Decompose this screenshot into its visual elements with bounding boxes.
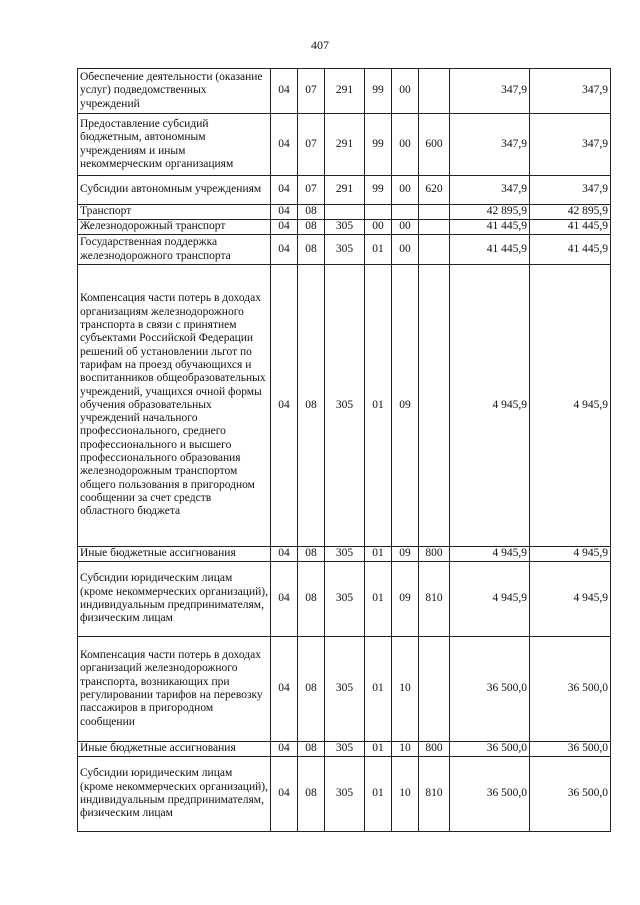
- cell-name: Компенсация части потерь в доходах организациям железнодорожного транспорта в связи с принятием субъектами Российской Федерации решений об установлении льгот по тарифам на проезд обучающихся и воспитанников общеобразовательных учреждений, учащихся очной формы обучения образовательных учреждений начального профессионального, среднего профессионального и высшего профессионального образования железнодорожным транспортом общего пользования в пригородном сообщении за счет средств областного бюджета: [78, 265, 271, 547]
- cell-vr: [419, 220, 450, 235]
- cell-c1: 305: [325, 757, 365, 832]
- table-row: [78, 757, 611, 832]
- cell-v2: 41 445,9: [530, 235, 611, 265]
- table-row: [78, 637, 611, 742]
- cell-v2: 347,9: [530, 69, 611, 114]
- cell-name: Железнодорожный транспорт: [78, 220, 271, 235]
- cell-c2: 99: [365, 114, 392, 176]
- cell-name: Транспорт: [78, 205, 271, 220]
- cell-c3: 09: [392, 265, 419, 547]
- cell-v2: 36 500,0: [530, 757, 611, 832]
- cell-rz: 04: [271, 69, 298, 114]
- table-row: [78, 176, 611, 205]
- cell-name: Предоставление субсидий бюджетным, автономным учреждениям и иным некоммерческим организациям: [78, 114, 271, 176]
- cell-c1: 305: [325, 742, 365, 757]
- table-row: [78, 114, 611, 176]
- cell-pr: 08: [298, 742, 325, 757]
- cell-v1: 36 500,0: [450, 757, 530, 832]
- table-row: [78, 235, 611, 265]
- cell-vr: 620: [419, 176, 450, 205]
- cell-c2: 01: [365, 742, 392, 757]
- cell-pr: 08: [298, 637, 325, 742]
- cell-c3: 00: [392, 176, 419, 205]
- cell-rz: 04: [271, 637, 298, 742]
- cell-c3: 00: [392, 235, 419, 265]
- table-row: [78, 742, 611, 757]
- cell-c2: 00: [365, 220, 392, 235]
- cell-v1: 42 895,9: [450, 205, 530, 220]
- cell-c1: 305: [325, 562, 365, 637]
- cell-pr: 07: [298, 176, 325, 205]
- cell-vr: 810: [419, 562, 450, 637]
- cell-vr: 800: [419, 547, 450, 562]
- cell-v1: 4 945,9: [450, 547, 530, 562]
- cell-pr: 08: [298, 220, 325, 235]
- cell-v1: 36 500,0: [450, 742, 530, 757]
- cell-vr: [419, 637, 450, 742]
- cell-v2: 4 945,9: [530, 547, 611, 562]
- cell-pr: 07: [298, 114, 325, 176]
- cell-vr: [419, 69, 450, 114]
- cell-vr: [419, 235, 450, 265]
- cell-v1: 41 445,9: [450, 235, 530, 265]
- cell-v1: 347,9: [450, 176, 530, 205]
- cell-pr: 08: [298, 562, 325, 637]
- cell-c1: 305: [325, 547, 365, 562]
- cell-v2: 4 945,9: [530, 265, 611, 547]
- table-row: [78, 562, 611, 637]
- cell-c1: 305: [325, 235, 365, 265]
- cell-rz: 04: [271, 547, 298, 562]
- cell-c3: 10: [392, 637, 419, 742]
- budget-table: [77, 68, 611, 832]
- cell-rz: 04: [271, 235, 298, 265]
- cell-rz: 04: [271, 757, 298, 832]
- cell-rz: 04: [271, 176, 298, 205]
- cell-c3: 09: [392, 547, 419, 562]
- cell-vr: [419, 265, 450, 547]
- cell-c3: 09: [392, 562, 419, 637]
- cell-v1: 41 445,9: [450, 220, 530, 235]
- table-row: [78, 220, 611, 235]
- cell-name: Субсидии автономным учреждениям: [78, 176, 271, 205]
- cell-c3: 00: [392, 114, 419, 176]
- cell-c2: 01: [365, 757, 392, 832]
- cell-c2: 01: [365, 562, 392, 637]
- page-number: 407: [311, 38, 329, 52]
- cell-c1: 305: [325, 265, 365, 547]
- cell-pr: 08: [298, 547, 325, 562]
- table-row: [78, 547, 611, 562]
- cell-v1: 4 945,9: [450, 562, 530, 637]
- cell-pr: 08: [298, 757, 325, 832]
- cell-v2: 41 445,9: [530, 220, 611, 235]
- cell-rz: 04: [271, 114, 298, 176]
- cell-name: Субсидии юридическим лицам (кроме некоммерческих организаций), индивидуальным предпринимателям, физическим лицам: [78, 757, 271, 832]
- table-row: [78, 265, 611, 547]
- cell-name: Обеспечение деятельности (оказание услуг) подведомственных учреждений: [78, 69, 271, 114]
- cell-v2: 347,9: [530, 114, 611, 176]
- cell-c3: 10: [392, 742, 419, 757]
- cell-c2: 01: [365, 637, 392, 742]
- cell-c3: [392, 205, 419, 220]
- cell-v2: 42 895,9: [530, 205, 611, 220]
- cell-c1: 305: [325, 220, 365, 235]
- cell-vr: 800: [419, 742, 450, 757]
- cell-vr: 600: [419, 114, 450, 176]
- cell-name: Субсидии юридическим лицам (кроме некоммерческих организаций), индивидуальным предпринимателям, физическим лицам: [78, 562, 271, 637]
- cell-vr: [419, 205, 450, 220]
- cell-c1: [325, 205, 365, 220]
- cell-c1: 291: [325, 69, 365, 114]
- table-row: [78, 69, 611, 114]
- cell-pr: 08: [298, 235, 325, 265]
- cell-rz: 04: [271, 562, 298, 637]
- cell-c3: 10: [392, 757, 419, 832]
- cell-c2: 99: [365, 69, 392, 114]
- cell-v2: 36 500,0: [530, 742, 611, 757]
- cell-c1: 291: [325, 114, 365, 176]
- cell-c2: 01: [365, 235, 392, 265]
- cell-vr: 810: [419, 757, 450, 832]
- table-row: [78, 205, 611, 220]
- cell-name: Иные бюджетные ассигнования: [78, 742, 271, 757]
- cell-v1: 4 945,9: [450, 265, 530, 547]
- cell-c2: [365, 205, 392, 220]
- cell-pr: 08: [298, 265, 325, 547]
- cell-name: Государственная поддержка железнодорожного транспорта: [78, 235, 271, 265]
- cell-rz: 04: [271, 205, 298, 220]
- cell-c1: 305: [325, 637, 365, 742]
- cell-v1: 347,9: [450, 69, 530, 114]
- cell-c2: 99: [365, 176, 392, 205]
- cell-pr: 07: [298, 69, 325, 114]
- cell-rz: 04: [271, 742, 298, 757]
- cell-rz: 04: [271, 220, 298, 235]
- cell-v2: 36 500,0: [530, 637, 611, 742]
- cell-v1: 347,9: [450, 114, 530, 176]
- cell-c2: 01: [365, 547, 392, 562]
- cell-name: Иные бюджетные ассигнования: [78, 547, 271, 562]
- cell-name: Компенсация части потерь в доходах организаций железнодорожного транспорта, возникающих при регулировании тарифов на перевозку пассажиров в пригородном сообщении: [78, 637, 271, 742]
- cell-c1: 291: [325, 176, 365, 205]
- cell-c3: 00: [392, 220, 419, 235]
- cell-v2: 4 945,9: [530, 562, 611, 637]
- cell-c3: 00: [392, 69, 419, 114]
- cell-v2: 347,9: [530, 176, 611, 205]
- cell-c2: 01: [365, 265, 392, 547]
- cell-rz: 04: [271, 265, 298, 547]
- cell-pr: 08: [298, 205, 325, 220]
- cell-v1: 36 500,0: [450, 637, 530, 742]
